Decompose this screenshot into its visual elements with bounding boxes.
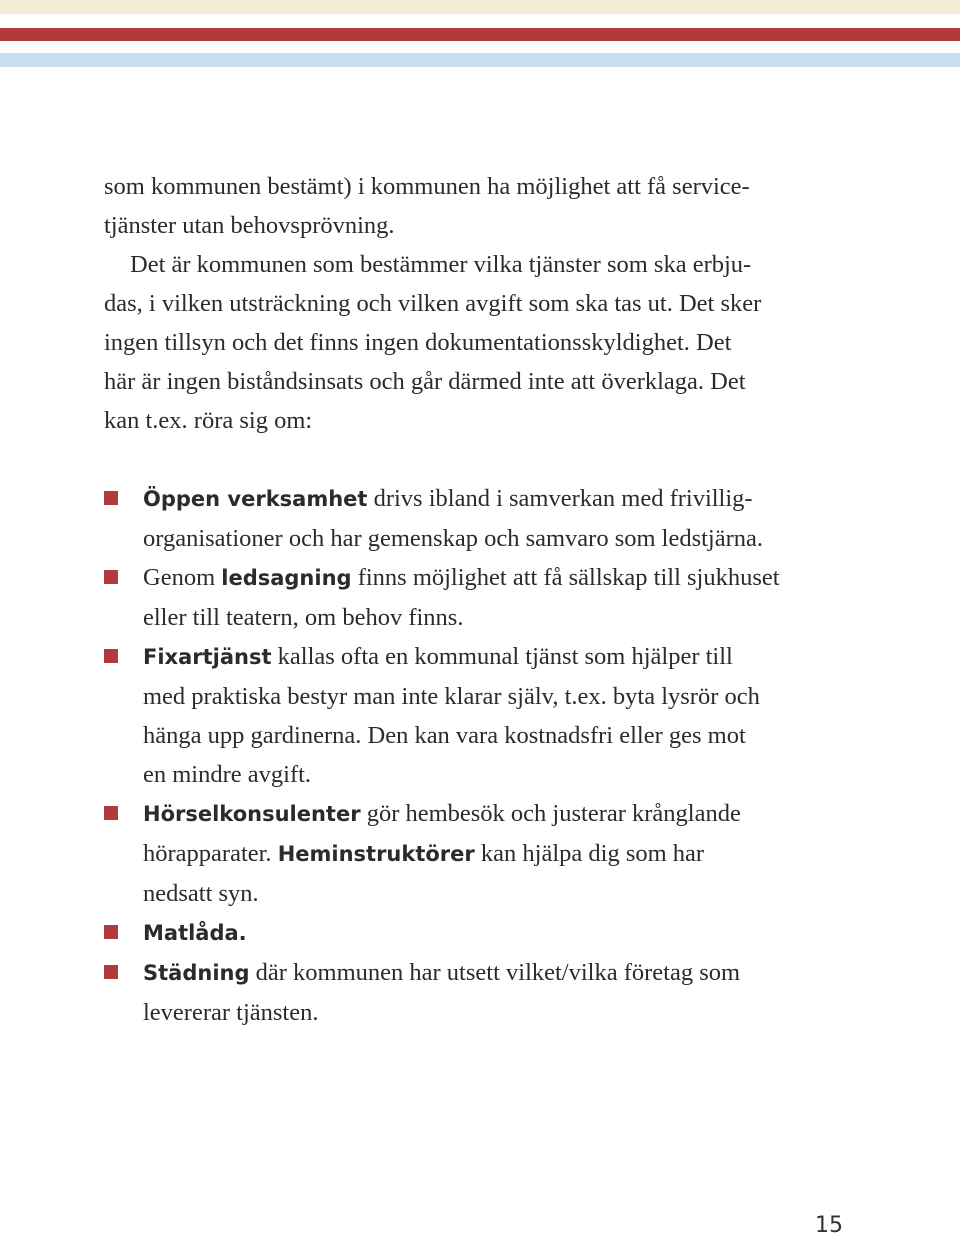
list-item (104, 913, 844, 953)
square-bullet-icon (104, 965, 118, 979)
bullet-text: drivs ibland i samverkan med frivillig- (367, 485, 753, 512)
bullet-line: eller till teatern, om behov finns. (143, 604, 464, 631)
bullet-term: Städning (143, 961, 250, 985)
intro-line: Det är kommunen som bestämmer vilka tjänster som ska erbju- (130, 251, 752, 278)
bullet-term: Hörselkonsulenter (143, 802, 361, 826)
intro-line: tjänster utan behovsprövning. (104, 212, 395, 239)
list-item (104, 558, 844, 637)
square-bullet-icon (104, 491, 118, 505)
bullet-line (143, 913, 844, 953)
bullet-line: med praktiska bestyr man inte klarar själv, t.ex. byta lysrör och (143, 683, 760, 710)
intro-paragraph (104, 167, 844, 440)
square-bullet-icon (104, 925, 118, 939)
bullet-term: Fixartjänst (143, 645, 272, 669)
bullet-text: där kommunen har utsett vilket/vilka företag som (249, 959, 741, 986)
header-stripe-cream (0, 0, 960, 14)
bullet-line (143, 834, 844, 874)
bullet-term: Heminstruktörer (277, 842, 475, 866)
bullet-text: hörapparater. (143, 840, 278, 867)
bullet-line (143, 637, 844, 677)
square-bullet-icon (104, 806, 118, 820)
bullet-line: hänga upp gardinerna. Den kan vara kostnadsfri eller ges mot (143, 722, 746, 749)
list-item (104, 479, 844, 558)
intro-line: kan t.ex. röra sig om: (104, 407, 313, 434)
list-item (104, 794, 844, 913)
body-text (104, 167, 844, 1032)
intro-line: här är ingen biståndsinsats och går därmed inte att överklaga. Det (104, 368, 746, 395)
square-bullet-icon (104, 649, 118, 663)
list-item (104, 637, 844, 794)
bullet-text: kallas ofta en kommunal tjänst som hjälper till (271, 643, 733, 670)
square-bullet-icon (104, 570, 118, 584)
bullet-line: organisationer och har gemenskap och samvaro som ledstjärna. (143, 525, 764, 552)
bullet-line (143, 953, 844, 993)
bullet-line (143, 794, 844, 834)
bullet-text: gör hembesök och justerar krånglande (360, 800, 741, 827)
bullet-line (143, 479, 844, 519)
header-stripe-red (0, 28, 960, 41)
list-item (104, 953, 844, 1032)
bullet-line: levererar tjänsten. (143, 999, 319, 1026)
bullet-term: Matlåda. (143, 921, 247, 945)
bullet-text: Genom (143, 564, 222, 591)
bullet-text: kan hjälpa dig som har (474, 840, 705, 867)
intro-line: ingen tillsyn och det finns ingen dokumentationsskyldighet. Det (104, 329, 732, 356)
bullet-line: nedsatt syn. (143, 880, 259, 907)
decorative-header-stripes (0, 0, 960, 70)
header-stripe-blue (0, 53, 960, 67)
bullet-term: Öppen verksamhet (143, 487, 368, 511)
bullet-line: en mindre avgift. (143, 761, 312, 788)
bullet-text: finns möjlighet att få sällskap till sjukhuset (351, 564, 780, 591)
bullet-term: ledsagning (221, 566, 352, 590)
service-list (104, 479, 844, 1032)
page-number: 15 (815, 1213, 843, 1238)
intro-line: som kommunen bestämt) i kommunen ha möjlighet att få service- (104, 173, 750, 200)
bullet-line (143, 558, 844, 598)
intro-line: das, i vilken utsträckning och vilken avgift som ska tas ut. Det sker (104, 290, 762, 317)
